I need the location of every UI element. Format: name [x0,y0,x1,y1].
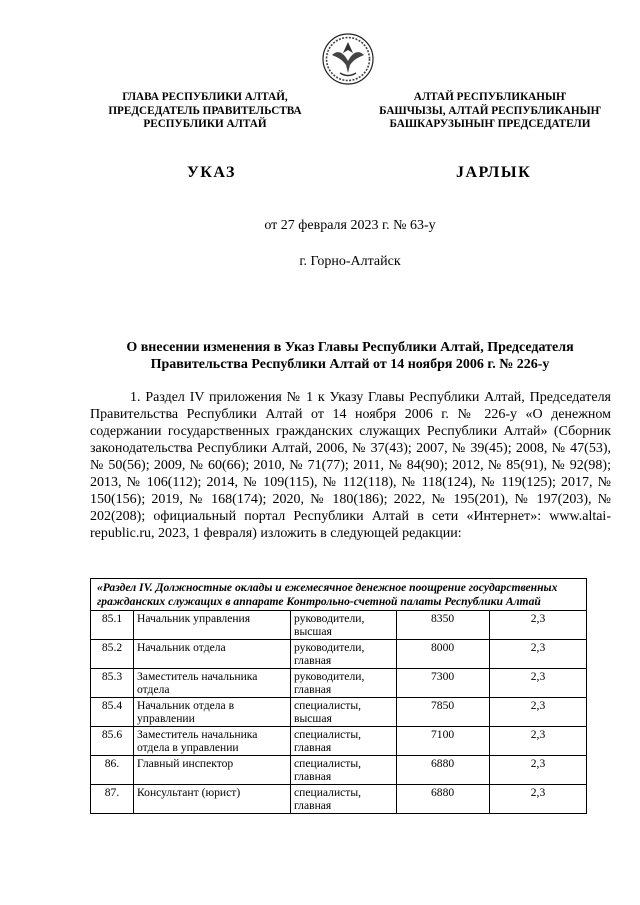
main-paragraph: 1. Раздел IV приложения № 1 к Указу Главы Республики Алтай, Председателя Правительства Республики Алтай от 14 ноября 2006 г. № 226-у «О денежном содержании государственных гражданских служащих Республики Алтай» (Сборник законодательства Республики Алтай, 2006, № 37(43); 2007, № 39(45); 2008, № 47(53), № 50(56); 2009, № 60(66); 2010, № 71(77); 2011, № 84(90); 2012, № 85(91), № 92(98); 2013, № 106(112); 2014, № 109(115), № 112(118), № 118(124), № 119(125); 2017, № 150(156); 2019, № 168(174); 2020, № 180(186); 2022, № 195(201), № 197(203), № 202(208); официальный портал Республики Алтай в сети «Интернет»: www.altai-republic.ru, 2023, 1 февраля) изложить в следующей редакции: [90,390,611,541]
row-salary: 7100 [397,727,490,756]
table-row [91,669,587,698]
table-row [91,611,587,640]
row-coefficient: 2,3 [490,727,587,756]
table-row [91,640,587,669]
row-coefficient: 2,3 [490,669,587,698]
row-number: 85.2 [91,640,134,669]
header-left-line-2: ПРЕДСЕДАТЕЛЬ ПРАВИТЕЛЬСТВА [108,104,302,117]
row-coefficient: 2,3 [490,785,587,814]
row-category: специалисты, высшая [291,698,397,727]
table-row [91,698,587,727]
coat-of-arms-emblem [322,33,374,85]
row-salary: 8000 [397,640,490,669]
row-position: Начальник управления [134,611,291,640]
row-number: 85.3 [91,669,134,698]
row-category: руководители, главная [291,669,397,698]
document-city: г. Горно-Алтайск [299,254,401,269]
row-salary: 7850 [397,698,490,727]
row-category: специалисты, главная [291,727,397,756]
row-coefficient: 2,3 [490,756,587,785]
table-row [91,727,587,756]
row-position: Заместитель начальника отдела [134,669,291,698]
row-category: руководители, главная [291,640,397,669]
header-left-line-3: РЕСПУБЛИКИ АЛТАЙ [143,118,267,130]
document-date: от 27 февраля 2023 г. № 63-у [264,218,436,233]
row-coefficient: 2,3 [490,611,587,640]
row-salary: 6880 [397,785,490,814]
row-position: Консультант (юрист) [134,785,291,814]
header-right-line-3: БАШКАРУЗЫНЫҤ ПРЕДСЕДАТЕЛИ [389,118,591,130]
row-category: руководители, высшая [291,611,397,640]
row-number: 85.1 [91,611,134,640]
row-coefficient: 2,3 [490,698,587,727]
row-number: 87. [91,785,134,814]
header-right-line-2: БАШЧЫЗЫ, АЛТАЙ РЕСПУБЛИКАНЫҤ [379,104,601,117]
row-number: 85.4 [91,698,134,727]
doc-kind-ru: УКАЗ [187,164,236,181]
header-left-line-1: ГЛАВА РЕСПУБЛИКИ АЛТАЙ, [122,91,288,103]
row-position: Заместитель начальника отдела в управлении [134,727,291,756]
row-salary: 8350 [397,611,490,640]
header-left-authority [70,91,340,132]
row-salary: 6880 [397,756,490,785]
row-position: Главный инспектор [134,756,291,785]
header-right-line-1: АЛТАЙ РЕСПУБЛИКАНЫҤ [413,91,567,103]
doc-kind-alt: JАРЛЫК [456,164,532,181]
row-position: Начальник отдела [134,640,291,669]
row-number: 86. [91,756,134,785]
row-category: специалисты, главная [291,785,397,814]
row-coefficient: 2,3 [490,640,587,669]
table-section-header: «Раздел IV. Должностные оклады и ежемесячное денежное поощрение государственных гражданских служащих в аппарате Контрольно-счетной палаты Республики Алтай [91,579,587,611]
table-row [91,756,587,785]
salary-table-container [90,578,586,814]
row-salary: 7300 [397,669,490,698]
row-number: 85.6 [91,727,134,756]
salary-table [90,578,587,814]
row-category: специалисты, главная [291,756,397,785]
row-position: Начальник отдела в управлении [134,698,291,727]
table-row [91,785,587,814]
header-right-authority [355,91,625,132]
document-title: О внесении изменения в Указ Главы Республики Алтай, Председателя Правительства Республики Алтай от 14 ноября 2006 г. № 226-у [126,340,574,372]
